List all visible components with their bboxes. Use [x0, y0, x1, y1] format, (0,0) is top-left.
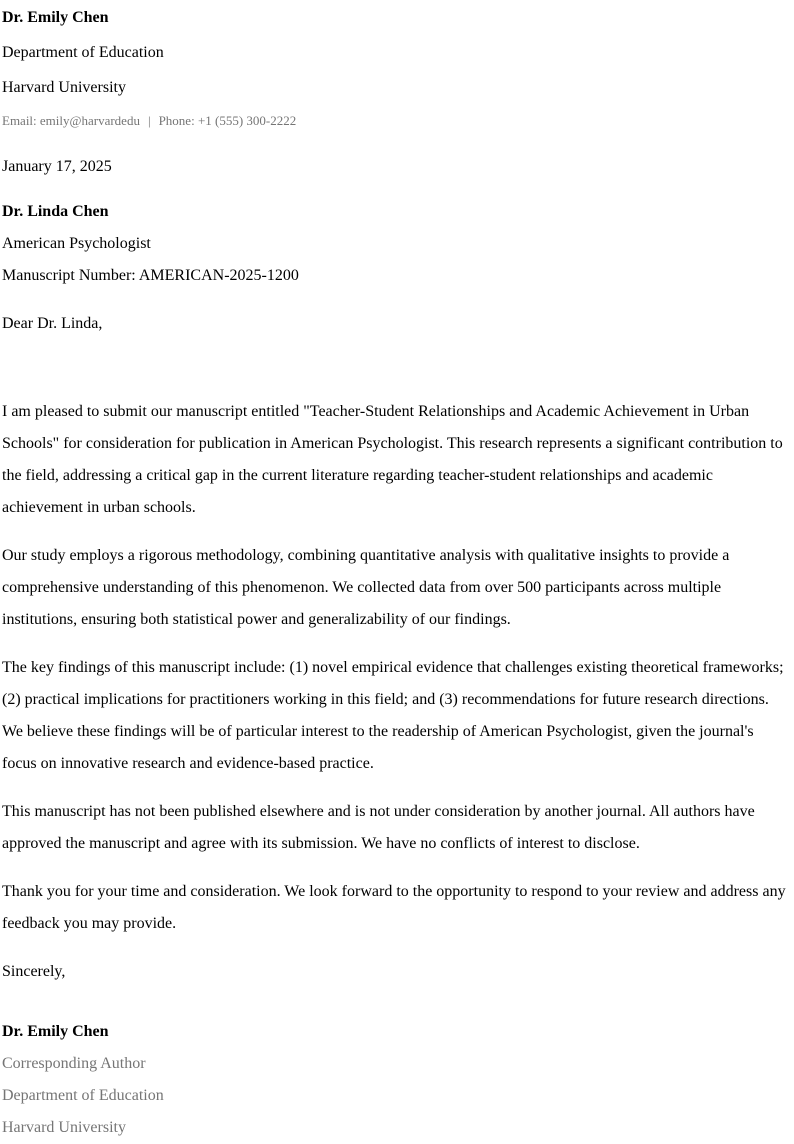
sender-block [2, 7, 792, 98]
body-paragraph-3: The key findings of this manuscript include: (1) novel empirical evidence that challenges existing theoretical frameworks; (2) practical implications for practitioners working in this field; and (3) recommendations for future research directions. We believe these findings will be of particular interest to the readership of American Psychologist, given the journal's focus on innovative research and evidence-based practice. [2, 659, 784, 772]
body-paragraph-2: Our study employs a rigorous methodology, combining quantitative analysis with qualitative insights to provide a comprehensive understanding of this phenomenon. We collected data from over 500 participants across multiple institutions, ensuring both statistical power and generalizability of our findings. [2, 547, 730, 628]
signature-university: Harvard University [2, 1119, 126, 1136]
sender-name: Dr. Emily Chen [2, 9, 109, 26]
sender-phone: Phone: +1 (555) 300-2222 [158, 113, 297, 128]
contact-separator: | [147, 113, 151, 128]
closing: Sincerely, [2, 963, 66, 980]
sender-university: Harvard University [2, 79, 126, 96]
salutation: Dear Dr. Linda, [2, 315, 103, 332]
sender-department: Department of Education [2, 44, 164, 61]
contact-line [2, 112, 792, 130]
recipient-journal: American Psychologist [2, 235, 151, 252]
signature-name: Dr. Emily Chen [2, 1023, 109, 1040]
body-paragraph-4: This manuscript has not been published elsewhere and is not under consideration by another journal. All authors have approved the manuscript and agree with its submission. We have no conflicts of interest to disclose. [2, 803, 755, 852]
recipient-block [2, 196, 792, 292]
cover-letter-document [2, 7, 792, 1144]
letter-body [2, 396, 792, 940]
signature-block [2, 1016, 792, 1144]
body-paragraph-1: I am pleased to submit our manuscript entitled "Teacher-Student Relationships and Academic Achievement in Urban Schools" for consideration for publication in American Psychologist. This research represents a significant contribution to the field, addressing a critical gap in the current literature regarding teacher-student relationships and academic achievement in urban schools. [2, 403, 783, 516]
recipient-name: Dr. Linda Chen [2, 203, 109, 220]
date-line: January 17, 2025 [2, 158, 112, 175]
body-paragraph-5: Thank you for your time and consideration. We look forward to the opportunity to respond to your review and address any feedback you may provide. [2, 883, 786, 932]
signature-department: Department of Education [2, 1087, 164, 1104]
manuscript-number: Manuscript Number: AMERICAN-2025-1200 [2, 267, 299, 284]
signature-role: Corresponding Author [2, 1055, 146, 1072]
sender-email: Email: emily@harvardedu [2, 113, 140, 128]
